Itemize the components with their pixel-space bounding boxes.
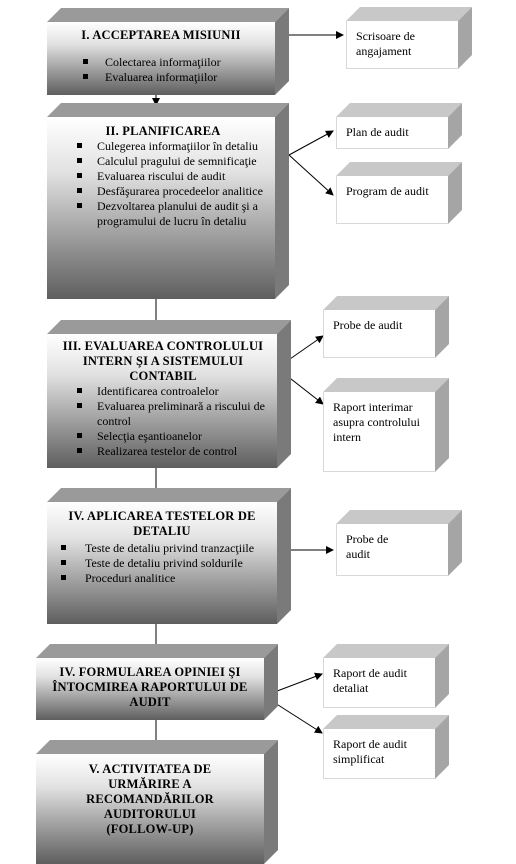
stage-3-box: [47, 334, 277, 468]
output-box-raport-interimar: [323, 392, 435, 472]
list-item: Desfăşurarea procedeelor analitice: [47, 184, 269, 199]
output-label: Raport de audit detaliat: [333, 666, 407, 695]
stage-2-box: [47, 117, 275, 299]
list-item: Teste de detaliu privind soldurile: [47, 556, 269, 571]
output-label: Probe de audit: [333, 318, 403, 332]
output-label: Raport interimar asupra controlului intern: [333, 400, 420, 444]
stage-1-title: I. ACCEPTAREA MISIUNII: [81, 28, 241, 42]
stage-4-list: [47, 541, 269, 586]
stage-1-list: [55, 55, 267, 85]
stage-4-box: [47, 502, 277, 624]
stage-5-box: [36, 658, 264, 720]
output-arrow-2b: [289, 155, 333, 195]
output-arrow-2a: [289, 131, 333, 155]
stage-6-title: V. ACTIVITATEA DE URMĂRIRE A RECOMANDĂRILOR AUDITORULUI (FOLLOW-UP): [86, 762, 214, 836]
output-label: Probe de audit: [346, 532, 389, 561]
list-item: Calculul pragului de semnificaţie: [47, 154, 269, 169]
list-item: Dezvoltarea planului de audit şi a programului de lucru în detaliu: [47, 199, 269, 229]
stage-2-title: II. PLANIFICAREA: [105, 124, 221, 138]
list-item: Culegerea informaţiilor în detaliu: [47, 139, 269, 154]
stage-3-list: [47, 384, 271, 459]
output-box-program: [336, 176, 448, 224]
stage-2-list: [47, 139, 269, 229]
output-box-plan: [336, 117, 448, 149]
output-label: Program de audit: [346, 184, 429, 198]
list-item: Evaluarea preliminară a riscului de control: [47, 399, 271, 429]
list-item: Realizarea testelor de control: [47, 444, 271, 459]
list-item: Evaluarea riscului de audit: [47, 169, 269, 184]
output-box-probe-2: [336, 524, 448, 576]
list-item: Selecţia eşantioanelor: [47, 429, 271, 444]
list-item: Teste de detaliu privind tranzacţiile: [47, 541, 269, 556]
stage-3-title: III. EVALUAREA CONTROLULUI INTERN ŞI A SISTEMULUI CONTABIL: [62, 339, 264, 383]
output-box-probe-1: [323, 310, 435, 358]
list-item: Colectarea informaţiilor: [55, 55, 267, 70]
output-label: Raport de audit simplificat: [333, 737, 407, 766]
stage-4-title: IV. APLICAREA TESTELOR DE DETALIU: [68, 509, 256, 538]
list-item: Identificarea controalelor: [47, 384, 271, 399]
list-item: Proceduri analitice: [47, 571, 269, 586]
output-box-scrisoare: [346, 21, 458, 69]
output-box-raport-detaliat: [323, 658, 435, 708]
output-label: Scrisoare de angajament: [356, 29, 415, 58]
stage-1-box: [47, 22, 275, 95]
list-item: Evaluarea informaţiilor: [55, 70, 267, 85]
stage-5-title: IV. FORMULAREA OPINIEI ŞI ÎNTOCMIREA RAPORTULUI DE AUDIT: [52, 665, 248, 709]
output-box-raport-simplificat: [323, 729, 435, 779]
stage-6-box: [36, 754, 264, 864]
output-label: Plan de audit: [346, 125, 409, 139]
